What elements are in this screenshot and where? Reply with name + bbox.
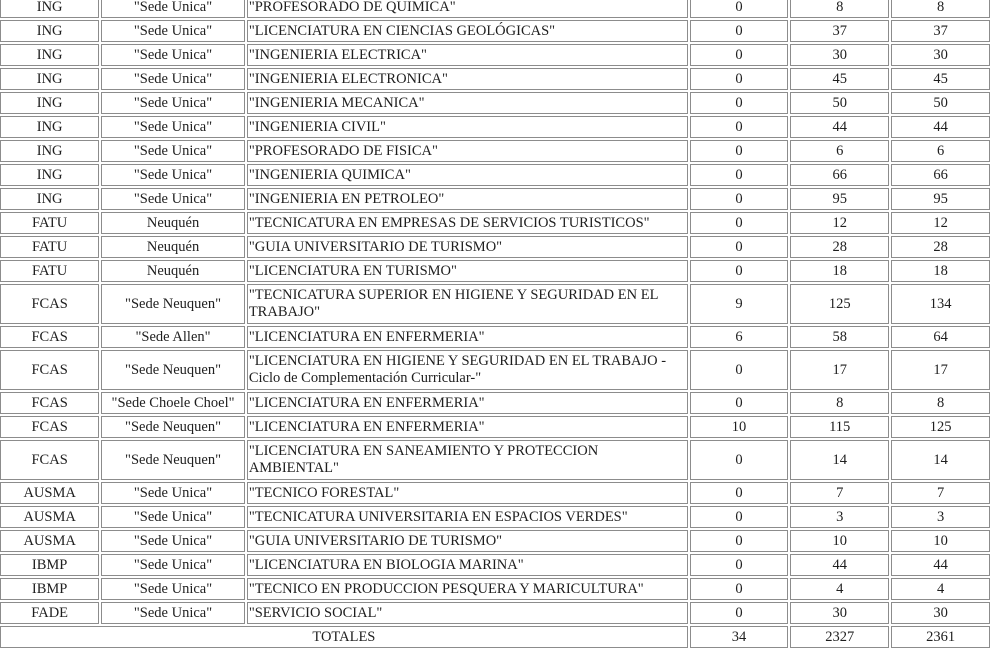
value-cell-1: 0 [690,20,789,42]
faculty-cell: FCAS [0,392,99,414]
program-cell: "SERVICIO SOCIAL" [247,602,688,624]
value-cell-3: 8 [891,392,990,414]
table-row [0,140,990,162]
program-cell: "LICENCIATURA EN BIOLOGIA MARINA" [247,554,688,576]
value-cell-3: 18 [891,260,990,282]
value-cell-1: 0 [690,236,789,258]
campus-cell: "Sede Unica" [101,602,245,624]
campus-cell: "Sede Unica" [101,68,245,90]
value-cell-2: 50 [790,92,889,114]
value-cell-2: 30 [790,44,889,66]
campus-cell: "Sede Unica" [101,92,245,114]
value-cell-2: 30 [790,602,889,624]
faculty-cell: ING [0,92,99,114]
program-cell: "PROFESORADO DE QUIMICA" [247,0,688,18]
campus-cell: "Sede Unica" [101,578,245,600]
program-cell: "LICENCIATURA EN ENFERMERIA" [247,416,688,438]
table-row [0,44,990,66]
table-row [0,164,990,186]
table-row [0,236,990,258]
faculty-cell: ING [0,44,99,66]
program-cell: "LICENCIATURA EN ENFERMERIA" [247,326,688,348]
faculty-cell: FATU [0,236,99,258]
table-row [0,284,990,324]
table-row [0,326,990,348]
campus-cell: "Sede Unica" [101,506,245,528]
faculty-cell: ING [0,0,99,18]
program-cell: "LICENCIATURA EN ENFERMERIA" [247,392,688,414]
value-cell-1: 0 [690,140,789,162]
table-row [0,260,990,282]
campus-cell: "Sede Allen" [101,326,245,348]
value-cell-1: 0 [690,440,789,480]
value-cell-3: 45 [891,68,990,90]
table-row [0,68,990,90]
value-cell-1: 0 [690,392,789,414]
value-cell-2: 125 [790,284,889,324]
value-cell-3: 7 [891,482,990,504]
value-cell-2: 18 [790,260,889,282]
value-cell-2: 3 [790,506,889,528]
table-row [0,416,990,438]
totals-row [0,626,990,648]
value-cell-3: 14 [891,440,990,480]
value-cell-1: 0 [690,212,789,234]
value-cell-1: 10 [690,416,789,438]
value-cell-1: 0 [690,0,789,18]
campus-cell: Neuquén [101,236,245,258]
program-cell: "INGENIERIA CIVIL" [247,116,688,138]
value-cell-3: 10 [891,530,990,552]
value-cell-2: 14 [790,440,889,480]
table-row [0,20,990,42]
campus-cell: Neuquén [101,212,245,234]
value-cell-1: 6 [690,326,789,348]
faculty-cell: ING [0,20,99,42]
table-row [0,0,990,18]
campus-cell: "Sede Unica" [101,116,245,138]
campus-cell: "Sede Unica" [101,20,245,42]
campus-cell: "Sede Unica" [101,164,245,186]
value-cell-2: 8 [790,0,889,18]
totals-col5: 2327 [790,626,889,648]
campus-cell: "Sede Unica" [101,0,245,18]
value-cell-1: 0 [690,92,789,114]
value-cell-1: 0 [690,530,789,552]
value-cell-1: 0 [690,188,789,210]
campus-cell: "Sede Unica" [101,530,245,552]
value-cell-1: 0 [690,350,789,390]
program-cell: "INGENIERIA ELECTRONICA" [247,68,688,90]
program-cell: "TECNICATURA EN EMPRESAS DE SERVICIOS TURISTICOS" [247,212,688,234]
value-cell-2: 7 [790,482,889,504]
value-cell-3: 4 [891,578,990,600]
value-cell-1: 0 [690,116,789,138]
faculty-cell: AUSMA [0,506,99,528]
campus-cell: "Sede Unica" [101,188,245,210]
value-cell-2: 44 [790,116,889,138]
faculty-cell: FATU [0,260,99,282]
faculty-cell: FCAS [0,440,99,480]
value-cell-2: 10 [790,530,889,552]
faculty-cell: AUSMA [0,530,99,552]
value-cell-3: 37 [891,20,990,42]
value-cell-3: 12 [891,212,990,234]
value-cell-1: 0 [690,554,789,576]
value-cell-2: 12 [790,212,889,234]
program-cell: "TECNICATURA SUPERIOR EN HIGIENE Y SEGURIDAD EN EL TRABAJO" [247,284,688,324]
value-cell-3: 95 [891,188,990,210]
campus-cell: Neuquén [101,260,245,282]
value-cell-2: 45 [790,68,889,90]
table-row [0,188,990,210]
faculty-cell: IBMP [0,578,99,600]
value-cell-3: 30 [891,602,990,624]
value-cell-3: 44 [891,554,990,576]
value-cell-3: 50 [891,92,990,114]
value-cell-3: 64 [891,326,990,348]
campus-cell: "Sede Unica" [101,482,245,504]
value-cell-1: 0 [690,578,789,600]
program-cell: "TECNICO EN PRODUCCION PESQUERA Y MARICULTURA" [247,578,688,600]
faculty-cell: IBMP [0,554,99,576]
table-row [0,482,990,504]
program-cell: "TECNICATURA UNIVERSITARIA EN ESPACIOS VERDES" [247,506,688,528]
totals-label: TOTALES [0,626,688,648]
program-cell: "GUIA UNIVERSITARIO DE TURISMO" [247,530,688,552]
value-cell-3: 28 [891,236,990,258]
value-cell-2: 95 [790,188,889,210]
faculty-cell: FCAS [0,416,99,438]
value-cell-2: 8 [790,392,889,414]
value-cell-1: 0 [690,164,789,186]
table-row [0,440,990,480]
value-cell-3: 6 [891,140,990,162]
campus-cell: "Sede Neuquen" [101,284,245,324]
value-cell-2: 28 [790,236,889,258]
value-cell-1: 0 [690,68,789,90]
table-row [0,554,990,576]
faculty-cell: FATU [0,212,99,234]
totals-col4: 34 [690,626,789,648]
faculty-cell: FCAS [0,350,99,390]
faculty-cell: ING [0,188,99,210]
program-cell: "TECNICO FORESTAL" [247,482,688,504]
program-cell: "INGENIERIA EN PETROLEO" [247,188,688,210]
faculty-cell: ING [0,164,99,186]
program-cell: "GUIA UNIVERSITARIO DE TURISMO" [247,236,688,258]
program-cell: "LICENCIATURA EN CIENCIAS GEOLÓGICAS" [247,20,688,42]
program-cell: "LICENCIATURA EN HIGIENE Y SEGURIDAD EN EL TRABAJO -Ciclo de Complementación Curricular-" [247,350,688,390]
faculty-cell: ING [0,116,99,138]
faculty-cell: FADE [0,602,99,624]
faculty-cell: FCAS [0,284,99,324]
program-cell: "LICENCIATURA EN SANEAMIENTO Y PROTECCION AMBIENTAL" [247,440,688,480]
value-cell-1: 0 [690,44,789,66]
program-cell: "INGENIERIA QUIMICA" [247,164,688,186]
campus-cell: "Sede Unica" [101,44,245,66]
campus-cell: "Sede Neuquen" [101,440,245,480]
value-cell-2: 58 [790,326,889,348]
table-row [0,212,990,234]
value-cell-2: 37 [790,20,889,42]
totals-col6: 2361 [891,626,990,648]
program-cell: "INGENIERIA ELECTRICA" [247,44,688,66]
value-cell-1: 0 [690,482,789,504]
table-row [0,602,990,624]
table-row [0,116,990,138]
program-cell: "PROFESORADO DE FISICA" [247,140,688,162]
faculty-cell: FCAS [0,326,99,348]
value-cell-1: 0 [690,260,789,282]
faculty-cell: ING [0,140,99,162]
faculty-cell: ING [0,68,99,90]
value-cell-3: 3 [891,506,990,528]
value-cell-3: 8 [891,0,990,18]
value-cell-3: 30 [891,44,990,66]
campus-cell: "Sede Neuquen" [101,350,245,390]
program-cell: "INGENIERIA MECANICA" [247,92,688,114]
value-cell-2: 6 [790,140,889,162]
campus-cell: "Sede Neuquen" [101,416,245,438]
campus-cell: "Sede Unica" [101,140,245,162]
table-row [0,506,990,528]
value-cell-3: 44 [891,116,990,138]
value-cell-1: 9 [690,284,789,324]
table-row [0,392,990,414]
value-cell-2: 66 [790,164,889,186]
faculty-cell: AUSMA [0,482,99,504]
value-cell-3: 17 [891,350,990,390]
program-cell: "LICENCIATURA EN TURISMO" [247,260,688,282]
campus-cell: "Sede Choele Choel" [101,392,245,414]
value-cell-2: 115 [790,416,889,438]
table-row [0,350,990,390]
campus-cell: "Sede Unica" [101,554,245,576]
value-cell-2: 17 [790,350,889,390]
value-cell-3: 134 [891,284,990,324]
table-row [0,578,990,600]
value-cell-2: 44 [790,554,889,576]
table-row [0,530,990,552]
table-row [0,92,990,114]
value-cell-3: 66 [891,164,990,186]
value-cell-3: 125 [891,416,990,438]
value-cell-2: 4 [790,578,889,600]
value-cell-1: 0 [690,602,789,624]
value-cell-1: 0 [690,506,789,528]
